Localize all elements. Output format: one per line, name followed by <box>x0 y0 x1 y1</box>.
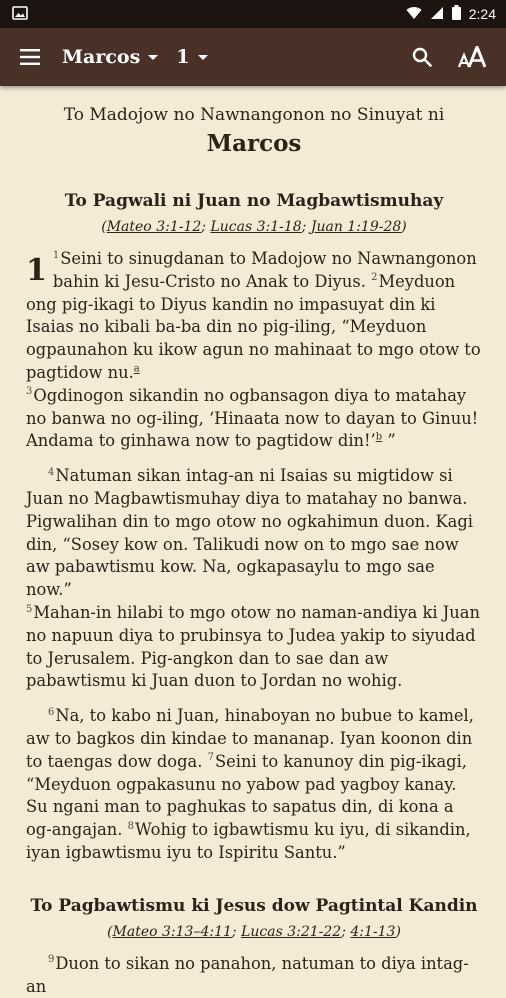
verse-text: Wohig to igbawtismu ku iyu, di sikandin, iyan igbawtismu iyu to Ispiritu Santu.” <box>26 820 471 862</box>
verse-number: 2 <box>371 272 378 284</box>
paragraph <box>26 465 482 693</box>
verse-number: 3 <box>26 386 33 398</box>
paragraph <box>26 248 482 453</box>
book-title: Marcos <box>206 130 302 157</box>
verse-text: Seini to kanunoy din pig-ikagi, “Meyduon ogpakasunu no yabow pad yagboy kanay. Su ngani man to paghukas to sapatus din, di kona a og-angajan. <box>26 751 467 840</box>
cross-reference-link[interactable]: Lucas 3:1-18 <box>210 219 302 235</box>
verse-number: 6 <box>48 706 55 718</box>
cross-reference-link[interactable]: Juan 1:19-28 <box>310 219 402 235</box>
text-size-icon[interactable] <box>452 37 492 77</box>
battery-icon <box>452 5 461 23</box>
section-heading: To Pagwali ni Juan no Magbawtismuhay <box>64 191 444 211</box>
chevron-down-icon <box>198 55 208 60</box>
paragraph <box>26 953 482 998</box>
verse-number: 1 <box>52 249 60 261</box>
gallery-notification-icon <box>12 6 28 23</box>
verse-number: 7 <box>207 752 214 764</box>
chapter-selector-label: 1 <box>176 46 190 68</box>
footnote-link[interactable]: b <box>375 431 383 443</box>
verse-number: 4 <box>48 466 55 478</box>
status-bar <box>0 0 506 28</box>
cross-reference-link[interactable]: Lucas 3:21-22 <box>241 923 342 940</box>
verse-text: Na, to kabo ni Juan, hinaboyan no bubue to kamel, aw to bagkos din kindae to mananap. Iyan koonon din to taengas dow doga. <box>26 706 474 771</box>
cross-reference-link[interactable]: Mateo 3:13–4:11 <box>112 923 232 940</box>
reader-content[interactable] <box>0 104 506 998</box>
app-bar <box>0 28 506 86</box>
verse-text: Seini to sinugdanan to Madojow no Nawnangonon bahin ki Jesu-Cristo no Anak to Diyus. <box>52 249 477 291</box>
section-heading: To Pagbawtismu ki Jesus dow Pagtintal Kandin <box>30 895 478 916</box>
chapter-selector[interactable] <box>176 46 207 68</box>
cross-reference-link[interactable]: Mateo 3:1-12 <box>106 219 202 235</box>
verse-text: Mahan-in hilabi to mgo otow no naman-andiya ki Juan no napuun diya to prubinsya to Judea yakip to siyudad to Jerusalem. Pig-angkon dan to sae dan aw pabawtismu ki Juan duon to Jordan no wohig. <box>26 602 480 691</box>
verse-number: 9 <box>48 954 55 966</box>
verse-text: Natuman sikan intag-an ni Isaias su migtidow si Juan no Magbawtismuhay diya to matahay no banwa. Pigwalihan din to mgo otow no ogkahimun duon. Kagi din, “Sosey kow on. Talikudi now on to mgo sae now aw pabawtismu kow. Na, ogkapasaylu to mgo sae now.” <box>26 466 473 600</box>
cross-reference-link[interactable]: 4:1-13 <box>350 923 396 940</box>
book-heading: To Madojow no Nawnangonon no Sinuyat ni <box>63 105 445 125</box>
verse-text: Ogdinogon sikandin no ogbansagon diya to matahay no banwa no og-iling, ‘Hinaata now to dayan to Ginuu! Andama to ginhawa now to pagtidow din!’ <box>26 385 479 451</box>
wifi-icon <box>406 6 422 23</box>
verse-text: Duon to sikan no panahon, natuman to diya intag-an <box>26 953 469 996</box>
book-selector-label: Marcos <box>62 46 141 68</box>
verse-number: 8 <box>127 820 135 832</box>
verse-text: ” <box>382 431 396 451</box>
book-selector[interactable] <box>62 46 158 68</box>
cross-references: (Mateo 3:13–4:11; Lucas 3:21-22; 4:1-13) <box>107 923 401 940</box>
footnote-link[interactable]: a <box>133 363 140 375</box>
chapter-number: 1 <box>26 253 47 288</box>
verse-text: Meyduon ong pig-ikagi to Diyus kandin no impasuyat din ki Isaias no kibali ba-ba din no pig-iling, “Meyduon ogpaunahon ku ikow agun no mahinaat to mgo otow to pagtidow nu. <box>26 271 481 382</box>
search-icon[interactable] <box>402 37 442 77</box>
status-time: 2:24 <box>468 6 496 22</box>
paragraph <box>26 705 482 865</box>
cellular-signal-icon <box>430 6 444 23</box>
cross-references: (Mateo 3:1-12; Lucas 3:1-18; Juan 1:19-28) <box>101 219 407 235</box>
verse-number: 5 <box>26 603 33 615</box>
menu-icon[interactable] <box>18 45 42 69</box>
chevron-down-icon <box>148 55 158 60</box>
